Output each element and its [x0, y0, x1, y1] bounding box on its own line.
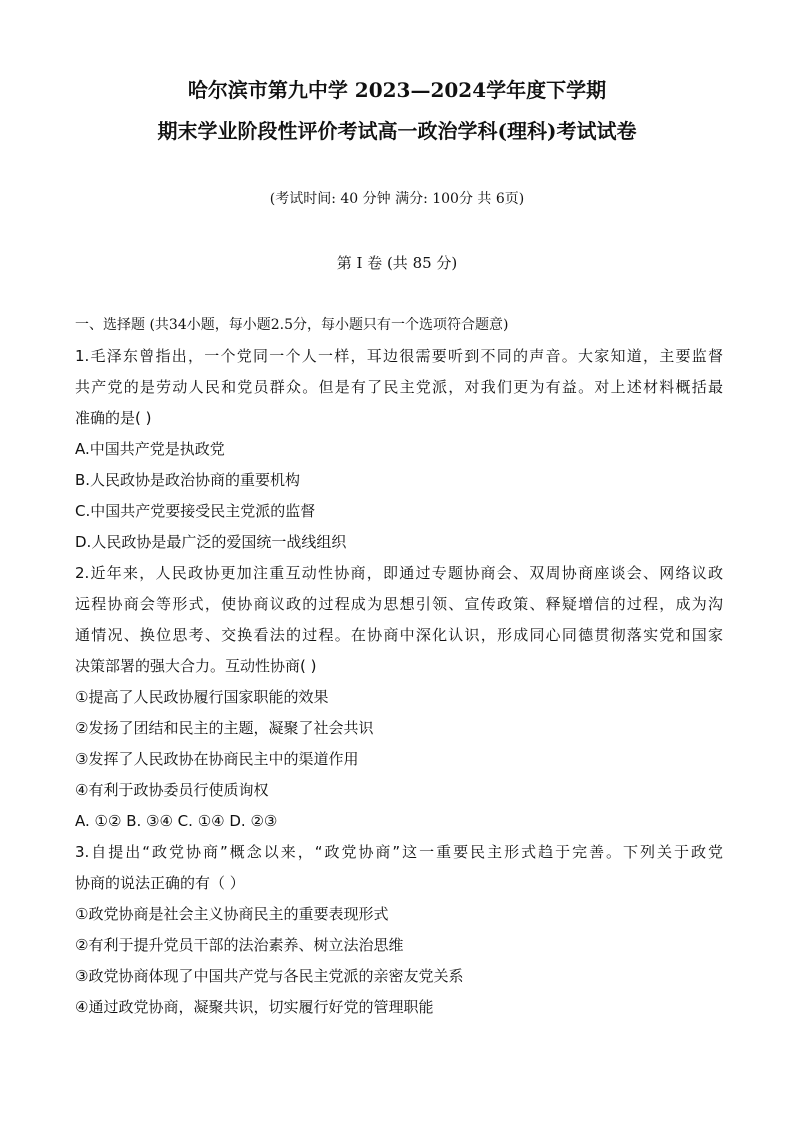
statement-item: ①政党协商是社会主义协商民主的重要表现形式 [75, 905, 389, 923]
exam-title-line2: 期末学业阶段性评价考试高一政治学科(理科)考试试卷 [157, 119, 637, 143]
option-d: D.人民政协是最广泛的爱国统一战线组织 [75, 533, 347, 551]
answer-choices: A. ①② B. ③④ C. ①④ D. ②③ [75, 812, 278, 830]
exam-info: (考试时间: 40 分钟 满分: 100分 共 6页) [269, 191, 525, 207]
section-header: 一、选择题 (共34小题，每小题2.5分，每小题只有一个选项符合题意) [75, 317, 509, 333]
question-stem-line: 决策部署的强大合力。互动性协商( ) [75, 657, 317, 675]
statement-item: ①提高了人民政协履行国家职能的效果 [75, 688, 329, 706]
statement-item: ④有利于政协委员行使质询权 [75, 781, 269, 799]
question-2 [75, 558, 723, 837]
option-c: C.中国共产党要接受民主党派的监督 [75, 502, 316, 520]
statement-item: ③政党协商体现了中国共产党与各民主党派的亲密友党关系 [75, 967, 464, 985]
option-b: B.人民政协是政治协商的重要机构 [75, 471, 301, 489]
question-stem-line: 共产党的是劳动人民和党员群众。但是有了民主党派，对我们更为有益。对上述材料概括最 [75, 378, 723, 396]
question-stem-line: 协商的说法正确的有（ ） [75, 874, 245, 892]
statement-item: ②发扬了团结和民主的主题，凝聚了社会共识 [75, 719, 374, 737]
question-stem-line: 2.近年来，人民政协更加注重互动性协商，即通过专题协商会、双周协商座谈会、网络议政 [75, 564, 723, 582]
question-stem-line: 3.自提出“政党协商”概念以来，“政党协商”这一重要民主形式趋于完善。下列关于政党 [75, 843, 723, 861]
volume-title: 第 I 卷 (共 85 分) [336, 254, 458, 272]
exam-title-line1: 哈尔滨市第九中学 2023—2024学年度下学期 [187, 78, 607, 102]
statement-item: ④通过政党协商，凝聚共识，切实履行好党的管理职能 [75, 998, 434, 1016]
question-3 [75, 837, 723, 1023]
question-stem-line: 远程协商会等形式，使协商议政的过程成为思想引领、宣传政策、释疑增信的过程，成为沟 [75, 595, 723, 613]
question-content [75, 310, 723, 1023]
statement-item: ③发挥了人民政协在协商民主中的渠道作用 [75, 750, 359, 768]
question-stem-line: 1.毛泽东曾指出，一个党同一个人一样，耳边很需要听到不同的声音。大家知道，主要监督 [75, 347, 723, 365]
question-stem-line: 通情况、换位思考、交换看法的过程。在协商中深化认识，形成同心同德贯彻落实党和国家 [75, 626, 723, 644]
question-stem-line: 准确的是( ) [75, 409, 152, 427]
statement-item: ②有利于提升党员干部的法治素养、树立法治思维 [75, 936, 404, 954]
option-a: A.中国共产党是执政党 [75, 440, 225, 458]
question-1 [75, 341, 723, 558]
